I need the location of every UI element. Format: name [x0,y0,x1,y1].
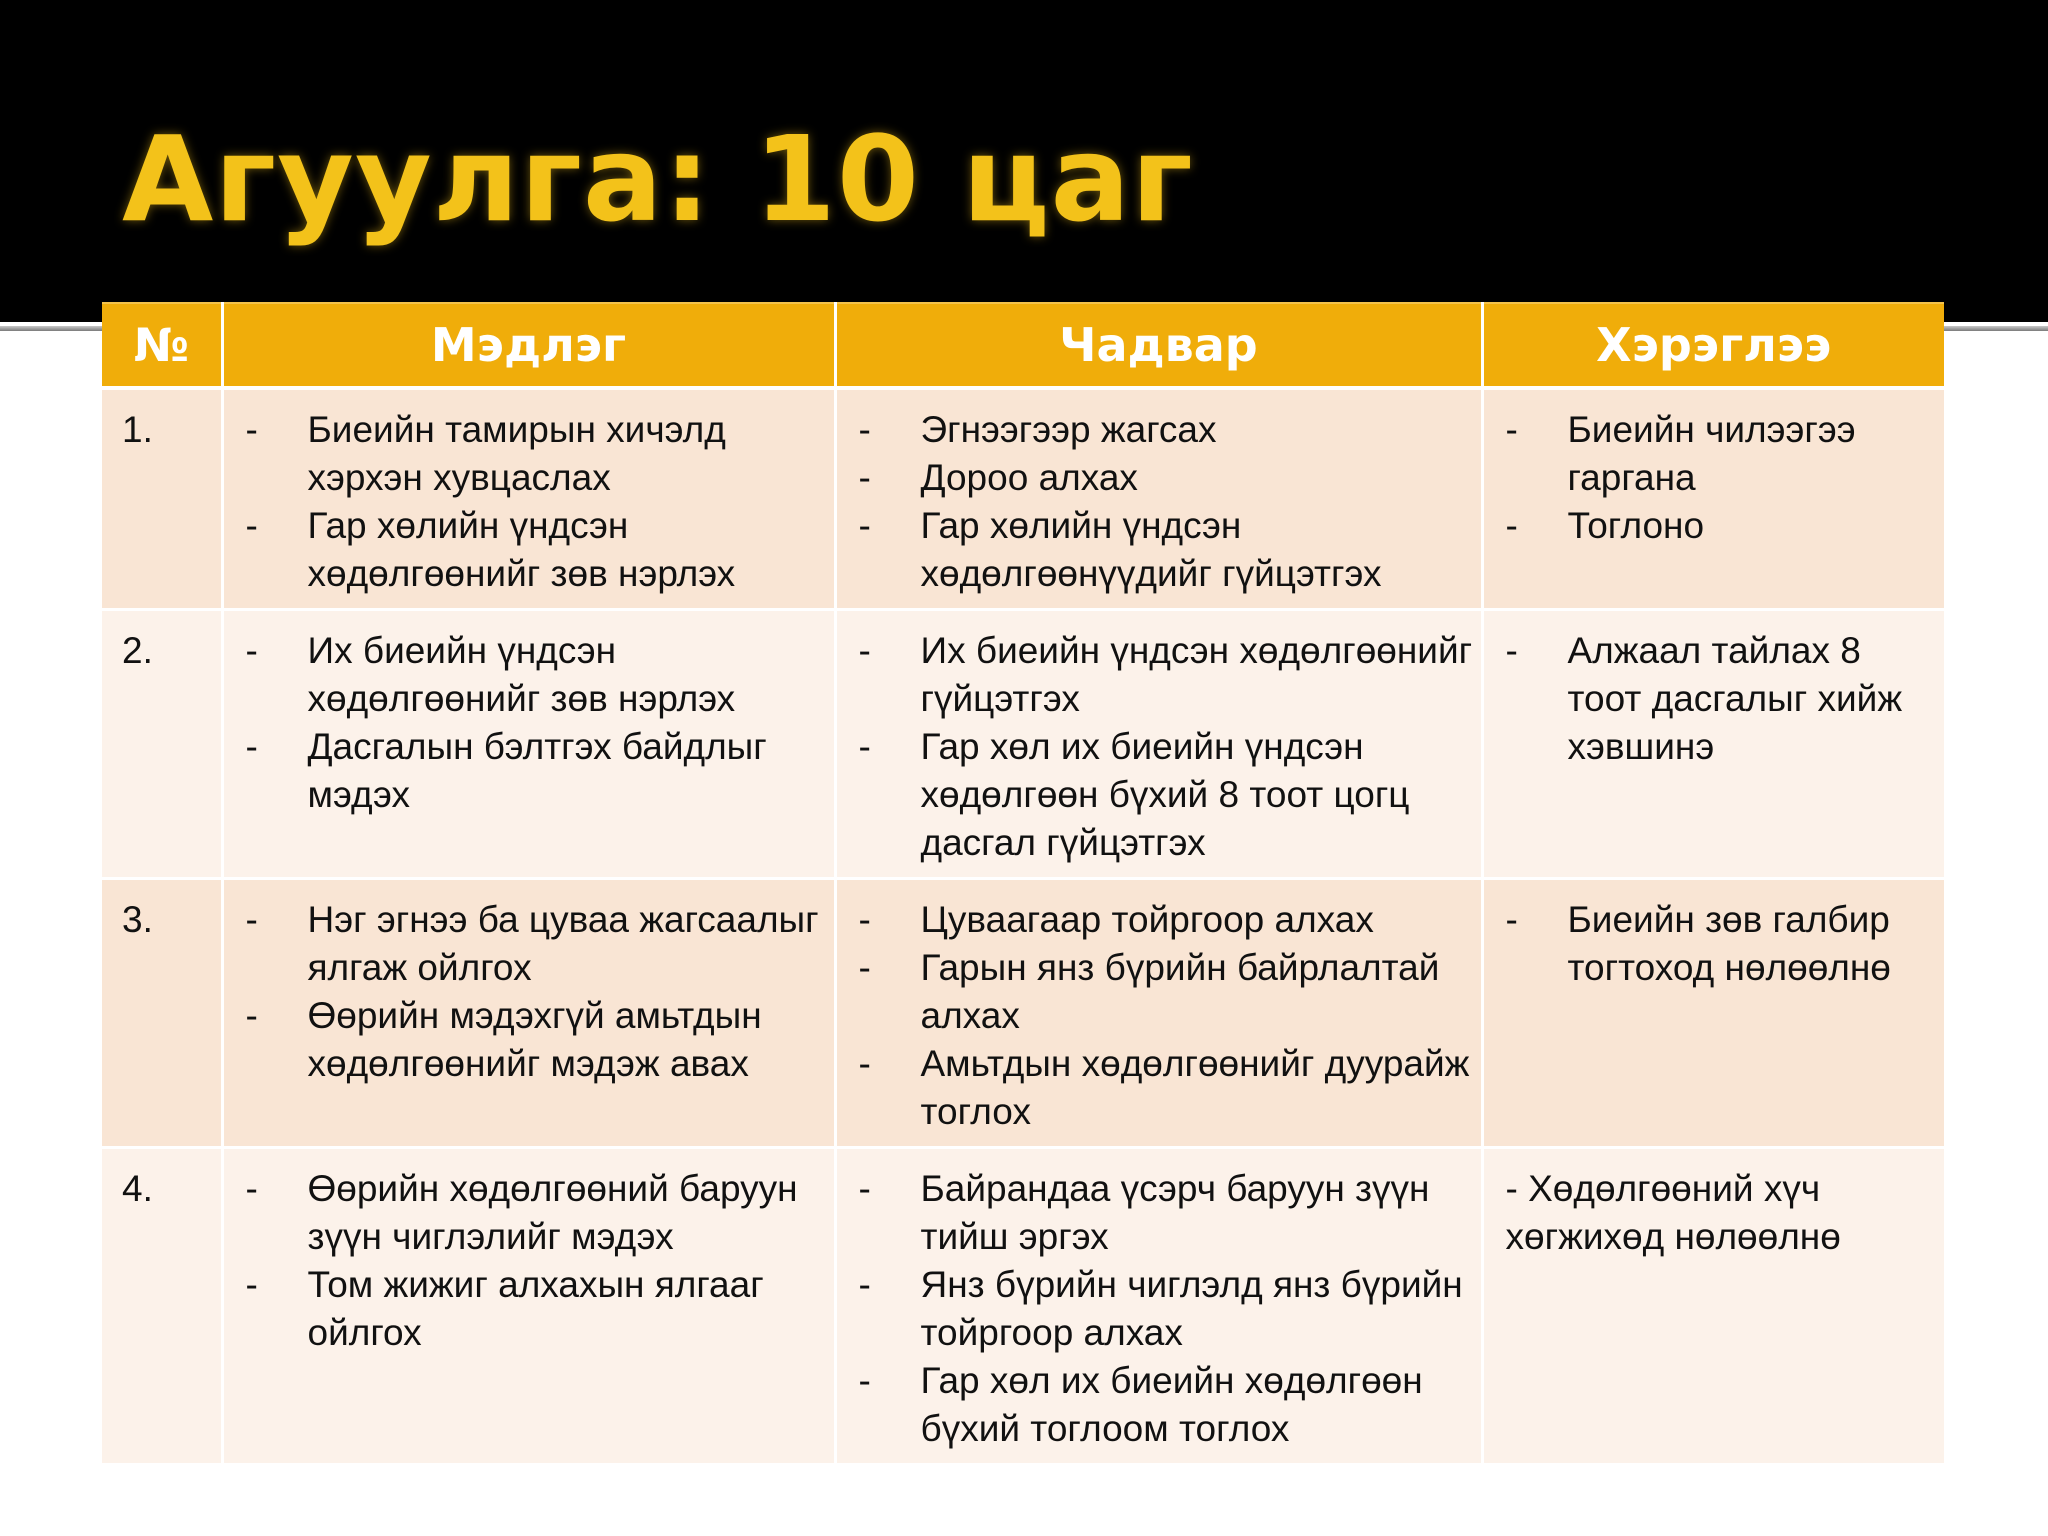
list-item: - Биеийн зөв галбир тогтоход нөлөөлнө [1568,896,1937,992]
list-item: - Өөрийн мэдэхгүй амьтдын хөдөлгөөнийг мэдэж авах [308,992,826,1088]
list-item: - Том жижиг алхахын ялгааг ойлгох [308,1261,826,1357]
table-row [102,610,1944,879]
list-item: - Янз бүрийн чиглэлд янз бүрийн тойргоор алхах [921,1261,1473,1357]
divider-line-left [0,326,110,331]
header-knowledge: Мэдлэг [222,303,835,388]
table-row [102,879,1944,1148]
slide-title: Агуулга: 10 цаг [122,110,1194,248]
header-skill: Чадвар [835,303,1482,388]
list-item: - Өөрийн хөдөлгөөний баруун зүүн чиглэлийг мэдэх [308,1165,826,1261]
list-item: - Эгнээгээр жагсах [921,406,1473,454]
list-item: - Их биеийн үндсэн хөдөлгөөнийг зөв нэрлэх [308,627,826,723]
skill-cell [835,388,1482,610]
list-item: - Биеийн чилээгээ гаргана [1568,406,1937,502]
list-item: - Цуваагаар тойргоор алхах [921,896,1473,944]
knowledge-cell [222,879,835,1148]
list-item: - Дороо алхах [921,454,1473,502]
attitude-cell [1482,1148,1944,1465]
knowledge-cell [222,1148,835,1465]
list-item: - Нэг эгнээ ба цуваа жагсаалыг ялгаж ойлгох [308,896,826,992]
list-item: - Их биеийн үндсэн хөдөлгөөнийг гүйцэтгэх [921,627,1473,723]
row-number: 3. [102,879,222,1148]
table-row [102,388,1944,610]
knowledge-cell [222,610,835,879]
table-row [102,1148,1944,1465]
list-item: - Байрандаа үсэрч баруун зүүн тийш эргэх [921,1165,1473,1261]
content-table [102,302,1944,1466]
list-item: - Гар хөлийн үндсэн хөдөлгөөнүүдийг гүйцэтгэх [921,502,1473,598]
list-item: - Дасгалын бэлтгэх байдлыг мэдэх [308,723,826,819]
list-item: - Алжаал тайлах 8 тоот дасгалыг хийж хэвшинэ [1568,627,1937,771]
list-item: - Тоглоно [1568,502,1937,550]
skill-cell [835,610,1482,879]
list-item: - Гар хөл их биеийн хөдөлгөөн бүхий тоглоом тоглох [921,1357,1473,1453]
table-header-row [102,303,1944,388]
list-item: - Биеийн тамирын хичэлд хэрхэн хувцаслах [308,406,826,502]
list-item: - Амьтдын хөдөлгөөнийг дуурайж тоглох [921,1040,1473,1136]
skill-cell [835,879,1482,1148]
row-number: 4. [102,1148,222,1465]
attitude-cell [1482,388,1944,610]
row-number: 1. [102,388,222,610]
list-item: - Гар хөл их биеийн үндсэн хөдөлгөөн бүхий 8 тоот цогц дасгал гүйцэтгэх [921,723,1473,867]
skill-cell [835,1148,1482,1465]
header-num: № [102,303,222,388]
knowledge-cell [222,388,835,610]
list-item: - Гарын янз бүрийн байрлалтай алхах [921,944,1473,1040]
divider-line-right [1940,326,2048,331]
attitude-cell [1482,879,1944,1148]
list-item: - Гар хөлийн үндсэн хөдөлгөөнийг зөв нэрлэх [308,502,826,598]
attitude-text: - Хөдөлгөөний хүч хөгжихөд нөлөөлнө [1505,1168,1841,1257]
row-number: 2. [102,610,222,879]
attitude-cell [1482,610,1944,879]
header-attitude: Хэрэглээ [1482,303,1944,388]
